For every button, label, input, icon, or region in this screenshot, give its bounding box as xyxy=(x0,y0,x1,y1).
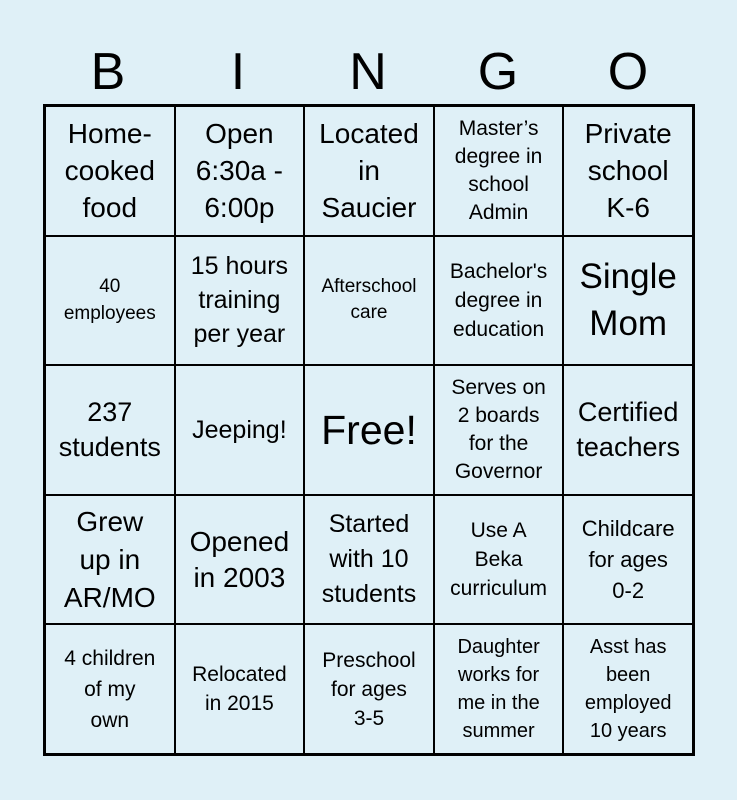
bingo-cell[interactable]: Afterschool care xyxy=(304,236,434,366)
bingo-cell[interactable]: Started with 10 students xyxy=(304,495,434,625)
bingo-cell[interactable]: 237 students xyxy=(45,365,175,495)
bingo-cell[interactable]: 4 children of my own xyxy=(45,624,175,754)
header-letter-n: N xyxy=(349,43,387,101)
bingo-cell[interactable]: Asst has been employed 10 years xyxy=(563,624,693,754)
bingo-cell[interactable]: 40 employees xyxy=(45,236,175,366)
bingo-cell[interactable]: Preschool for ages 3-5 xyxy=(304,624,434,754)
bingo-cell[interactable]: Grew up in AR/MO xyxy=(45,495,175,625)
bingo-cell[interactable]: Daughter works for me in the summer xyxy=(434,624,564,754)
bingo-cell[interactable]: Certified teachers xyxy=(563,365,693,495)
bingo-cell[interactable]: Private school K-6 xyxy=(563,106,693,236)
header-letter-g: G xyxy=(477,43,519,101)
bingo-cell[interactable]: Jeeping! xyxy=(175,365,305,495)
bingo-cell[interactable]: Serves on 2 boards for the Governor xyxy=(434,365,564,495)
bingo-grid xyxy=(43,104,695,756)
header-letter-o: O xyxy=(607,43,649,101)
bingo-header xyxy=(43,40,693,104)
bingo-cell[interactable]: Single Mom xyxy=(563,236,693,366)
bingo-cell[interactable]: Relocated in 2015 xyxy=(175,624,305,754)
bingo-cell[interactable]: Bachelor's degree in education xyxy=(434,236,564,366)
bingo-cell[interactable]: 15 hours training per year xyxy=(175,236,305,366)
free-space[interactable]: Free! xyxy=(304,365,434,495)
bingo-cell[interactable]: Use A Beka curriculum xyxy=(434,495,564,625)
bingo-cell[interactable]: Opened in 2003 xyxy=(175,495,305,625)
bingo-cell[interactable]: Located in Saucier xyxy=(304,106,434,236)
bingo-cell[interactable]: Master’s degree in school Admin xyxy=(434,106,564,236)
bingo-cell[interactable]: Open 6:30a - 6:00p xyxy=(175,106,305,236)
header-letter-b: B xyxy=(90,43,126,101)
bingo-cell[interactable]: Childcare for ages 0-2 xyxy=(563,495,693,625)
header-letter-i: I xyxy=(230,43,246,101)
bingo-cell[interactable]: Home- cooked food xyxy=(45,106,175,236)
